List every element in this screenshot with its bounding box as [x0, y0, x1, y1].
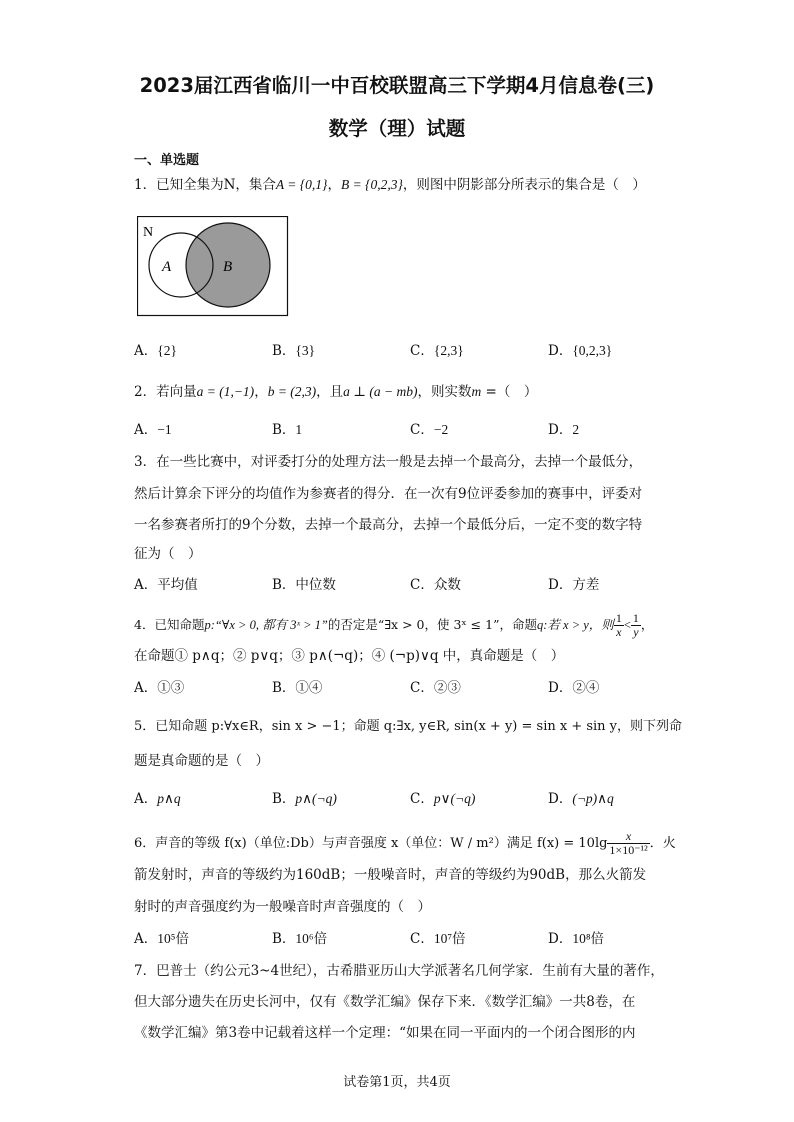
- q6-fraction: $\frac{x}{\text{1×10⁻¹²}}$: [609, 829, 648, 858]
- q5-option-a: A．p∧q: [134, 791, 181, 807]
- q2-option-b: B．1: [272, 422, 303, 438]
- q1-text-a: 1．已知全集为N，集合: [134, 177, 276, 193]
- q2-option-c: C．−2: [410, 422, 449, 438]
- question-5-line-1: 5．已知命题 p:∀x∈R，sin x > −1；命题 q:∃x, y∈R, sin(x + y) = sin x + sin y，则下列命: [134, 719, 683, 734]
- q3-option-c: C．众数: [410, 577, 461, 593]
- question-3-line-2: 然后计算余下评分的均值作为参赛者的得分．在一次有9位评委参加的赛事中，评委对: [134, 486, 643, 502]
- q2-condition: a ⊥ (a − mb): [343, 384, 418, 399]
- question-7-line-3: 《数学汇编》第3卷中记载着这样一个定理：“如果在同一平面内的一个闭合图形的内: [134, 1025, 636, 1041]
- q2-vector-a: a = (1,−1): [196, 384, 255, 399]
- q4-option-a: A．①③: [134, 680, 185, 696]
- q1-option-b: B．{3}: [272, 343, 316, 359]
- question-6-line-2: 箭发射时，声音的等级约为160dB；一般噪音时，声音的等级约为90dB，那么火箭发: [134, 867, 647, 883]
- section-heading: 一、单选题: [134, 153, 200, 168]
- universe-label: N: [143, 225, 154, 240]
- page-footer: 试卷第1页，共4页: [343, 1075, 451, 1090]
- q3-option-a: A．平均值: [134, 577, 198, 593]
- q1-sep: ，: [327, 177, 341, 193]
- question-3-line-1: 3．在一些比赛中，对评委打分的处理方法一般是去掉一个最高分，去掉一个最低分，: [134, 454, 643, 470]
- q1-option-d: D．{0,2,3}: [548, 343, 613, 359]
- q4-proposition-q: q:若 x > y，则: [536, 618, 614, 633]
- q5-option-c: C．p∨(¬q): [410, 791, 476, 807]
- venn-diagram: [137, 216, 289, 317]
- question-5-line-2: 题是真命题的是（ ）: [134, 753, 269, 769]
- question-6-line-1: 6．声音的等级 f(x)（单位:Db）与声音强度 x（单位：W / m²）满足 f(x) = 10lg $\frac{x}{\text{1×10⁻¹²}}$ ．火: [134, 829, 676, 858]
- q5-option-b: B．p∧(¬q): [272, 791, 337, 807]
- set-b-label: B: [223, 259, 233, 275]
- q4-option-c: C．②③: [410, 680, 461, 696]
- q1-option-c: C．{2,3}: [410, 343, 464, 359]
- exam-title: 2023届江西省临川一中百校联盟高三下学期4月信息卷(三): [139, 74, 655, 97]
- question-3-line-3: 一名参赛者所打的9个分数，去掉一个最高分，去掉一个最低分后，一定不变的数字特: [134, 517, 643, 533]
- q5-option-d: D．(¬p)∧q: [548, 791, 614, 807]
- q2-option-a: A．−1: [134, 422, 172, 438]
- q4-option-b: B．①④: [272, 680, 323, 696]
- q1-text-b: ，则图中阴影部分所表示的集合是（ ）: [402, 177, 646, 193]
- question-7-line-2: 但大部分遗失在历史长河中，仅有《数学汇编》保存下来．《数学汇编》一共8卷，在: [134, 994, 636, 1010]
- q4-fraction-1x: $\frac{1}{x}$: [615, 611, 622, 640]
- question-4-line-1: 4．已知命题p:“∀x > 0, 都有 3ˣ > 1”的否定是“∃x > 0，使 3ˣ ≤ 1”，命题q:若 x > y，则 $\frac{1}{x}$ < $\frac{1}{y}$ ，: [134, 611, 654, 640]
- q2-option-d: D．2: [548, 422, 580, 438]
- exam-subtitle: 数学（理）试题: [328, 117, 466, 140]
- q3-option-b: B．中位数: [272, 577, 336, 593]
- q3-option-d: D．方差: [548, 577, 600, 593]
- set-a-label: A: [162, 259, 172, 275]
- q4-proposition-p: p:“∀x > 0, 都有 3ˣ > 1”: [204, 618, 328, 633]
- q4-option-d: D．②④: [548, 680, 600, 696]
- question-7-line-1: 7．巴普士（约公元3~4世纪），古希腊亚历山大学派著名几何学家．生前有大量的著作，: [134, 963, 664, 979]
- q4-fraction-1y: $\frac{1}{y}$: [632, 611, 639, 640]
- q6-option-b: B．10⁶倍: [272, 931, 328, 947]
- question-4-line-2: 在命题① p∧q；② p∨q；③ p∧(¬q)；④ (¬p)∨q 中，真命题是（ ）: [134, 648, 565, 664]
- q2-vector-b: b = (2,3): [267, 384, 317, 399]
- q6-option-a: A．10⁵倍: [134, 931, 189, 947]
- q6-option-d: D．10⁸倍: [548, 931, 605, 947]
- question-2-stem: 2．若向量a = (1,−1)，b = (2,3)，且a ⊥ (a − mb)，则实数m =（ ）: [134, 384, 538, 400]
- q1-set-b: B = {0,2,3}: [340, 177, 403, 192]
- question-6-line-3: 射时的声音强度约为一般噪音时声音强度的（ ）: [134, 899, 431, 915]
- q6-option-c: C．10⁷倍: [410, 931, 466, 947]
- q1-set-a: A = {0,1}: [275, 177, 328, 192]
- question-3-line-4: 征为（ ）: [134, 546, 202, 562]
- question-1-stem: [134, 178, 646, 193]
- q1-option-a: A．{2}: [134, 343, 177, 359]
